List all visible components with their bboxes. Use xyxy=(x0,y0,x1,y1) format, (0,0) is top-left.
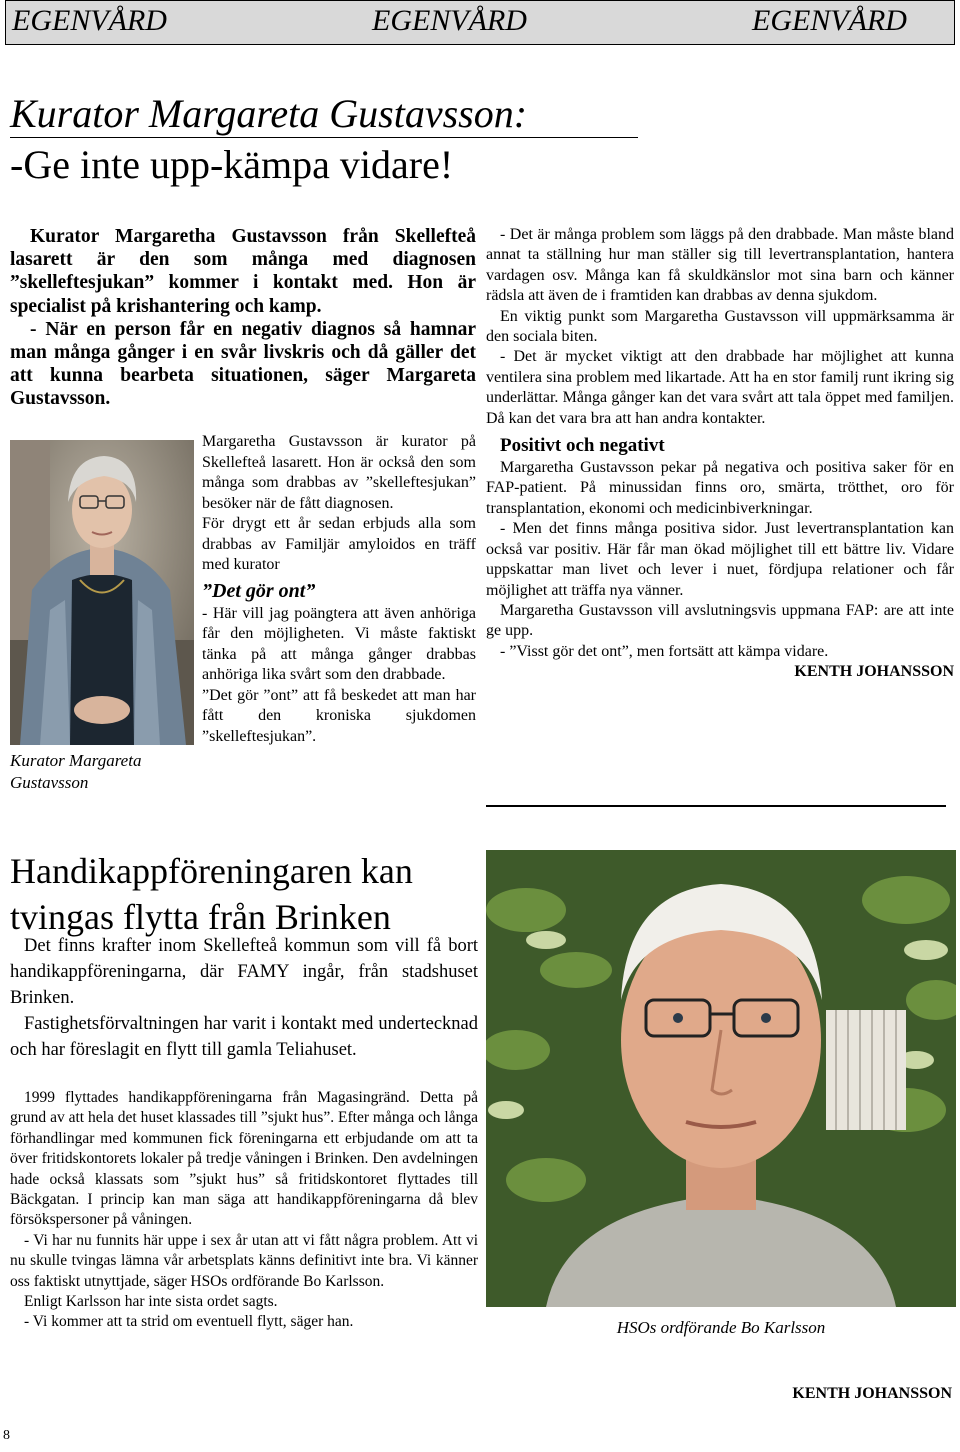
article1-title-line1: Kurator Margareta Gustavsson: xyxy=(10,91,528,136)
article-divider xyxy=(486,805,946,807)
byline: KENTH JOHANSSON xyxy=(794,663,954,681)
lede-paragraph: Kurator Margaretha Gustavsson från Skellefteå lasarett är den som många med diagnosen ”skelleftesjukan” kommer i kontakt med. Hon är specialist på krishantering och kamp. xyxy=(10,226,476,317)
body-paragraph: ”Det gör ”ont” att få beskedet att man har fått den kroniska sjukdomen ”skelleftesjukan”. xyxy=(202,686,476,745)
photo-caption: HSOs ordförande Bo Karlsson xyxy=(616,1318,826,1337)
article1-middle-column xyxy=(202,432,476,747)
lede-paragraph: - När en person får en negativ diagnos så hamnar man många gånger i en svår livskris och då gäller det att kunna bearbeta situationen, säger Margareta Gustavsson. xyxy=(10,318,476,410)
photo-kurator-margareta xyxy=(10,440,194,745)
body-paragraph: - Men det finns många positiva sidor. Just levertransplantation kan också var positiv. Här får man ökad möjlighet till ett bättre liv. Vidare uppskattar man livet och lever i nuet, fördjupa relationer och får möjlighet att träffa nya vänner. xyxy=(486,520,954,599)
photo-caption: Kurator Margareta Gustavsson xyxy=(10,751,142,792)
subheading: Positivt och negativt xyxy=(500,435,665,457)
body-paragraph: En viktig punkt som Margaretha Gustavsson vill uppmärksamma är den sociala biten. xyxy=(486,307,954,346)
body-paragraph: - ”Visst gör det ont”, men fortsätt att kämpa vidare. xyxy=(500,642,829,660)
title-underline xyxy=(10,137,638,138)
intro-paragraph: Fastighetsförvaltningen har varit i kontakt med undertecknad och har föreslagit en flytt till gamla Teliahuset. xyxy=(10,1014,478,1060)
body-paragraph: - Det är mycket viktigt att den drabbade har möjlighet att kunna ventilera sina problem med likartade. Att ha en stor familj runt ikring sig underlättar. Många gånger kan det vara svårt att tala öppet med familjen. Då kan det vara bra att han andra kontakter. xyxy=(486,348,954,427)
subheading: ”Det gör ont” xyxy=(202,579,316,602)
body-paragraph: Enligt Karlsson har inte sista ordet sagts. xyxy=(24,1293,278,1311)
body-paragraph: Margaretha Gustavsson pekar på negativa och positiva saker för en FAP-patient. På minussidan finns oro, smärta, trötthet, oro för transplantation, ekonomi och medicinbiverkningar. xyxy=(486,459,954,517)
article2-intro xyxy=(10,933,478,1063)
section-header-word-left: EGENVÅRD xyxy=(12,4,167,37)
body-paragraph: - Vi kommer att ta strid om eventuell flytt, säger han. xyxy=(24,1313,354,1331)
byline: KENTH JOHANSSON xyxy=(792,1385,952,1402)
article2-body xyxy=(10,1088,478,1333)
section-header-word-center: EGENVÅRD xyxy=(372,4,527,37)
page-number: 8 xyxy=(3,1428,10,1443)
body-paragraph: Margaretha Gustavsson är kurator på Skellefteå lasarett. Hon är också den som många som drabbas av ”skelleftesjukan” besöker när de fått diagnosen. xyxy=(202,433,476,512)
body-paragraph: För drygt ett år sedan erbjuds alla som drabbas av Familjär amyloidos en träff med kurator xyxy=(202,515,476,573)
article2-headline: Handikappföreningaren kan tvingas flytta från Brinken xyxy=(10,851,413,937)
body-paragraph: - Det är många problem som läggs på den drabbade. Man måste bland annat ta ställning hur man ställer sig till levertransplantation, hantera vardagen osv. Många kan få skuldkänslor mot sina barn och känner rädsla att även de i framtiden kan drabbas av denna sjukdom. xyxy=(486,226,954,305)
article1-lede xyxy=(10,225,476,411)
body-paragraph: - Här vill jag poängtera att även anhöriga får den möjligheten. Vi måste faktiskt tänka på att många gånger drabbas anhöriga lika svårt som den drabbade. xyxy=(202,604,476,683)
article1-right-column xyxy=(486,225,954,683)
photo-bo-karlsson xyxy=(486,850,956,1307)
body-paragraph: 1999 flyttades handikappföreningarna från Magasingränd. Detta på grund av att hela det huset klassades till ”sjukt hus”. Efter många och långa förhandlingar med kommunen fick föreningarna ett erbjudande om att ta över fritidskontorets lokaler på tredje våningen i Brinken. Den avdelningen hade också klassats som ”sjukt hus” så fritidskontoret flyttades till Bäckgatan. I princip kan man säga att handikappföreningarna då blev försökspersoner på våningen. xyxy=(10,1089,478,1229)
body-paragraph: - Vi har nu funnits här uppe i sex år utan att vi fått några problem. Att vi nu skulle tvingas lämna vår arbetsplats känns definitivt inte bra. Vi känner oss faktiskt utnyttjade, säger HSOs ordförande Bo Karlsson. xyxy=(10,1231,478,1290)
section-header-word-right: EGENVÅRD xyxy=(752,4,907,37)
body-paragraph: Margaretha Gustavsson vill avslutningsvis uppmana FAP: are att inte ge upp. xyxy=(486,601,954,640)
article1-title-line2: -Ge inte upp-kämpa vidare! xyxy=(10,142,454,187)
intro-paragraph: Det finns krafter inom Skellefteå kommun som vill få bort handikappföreningarna, där FAMY ingår, från stadshuset Brinken. xyxy=(10,936,478,1008)
